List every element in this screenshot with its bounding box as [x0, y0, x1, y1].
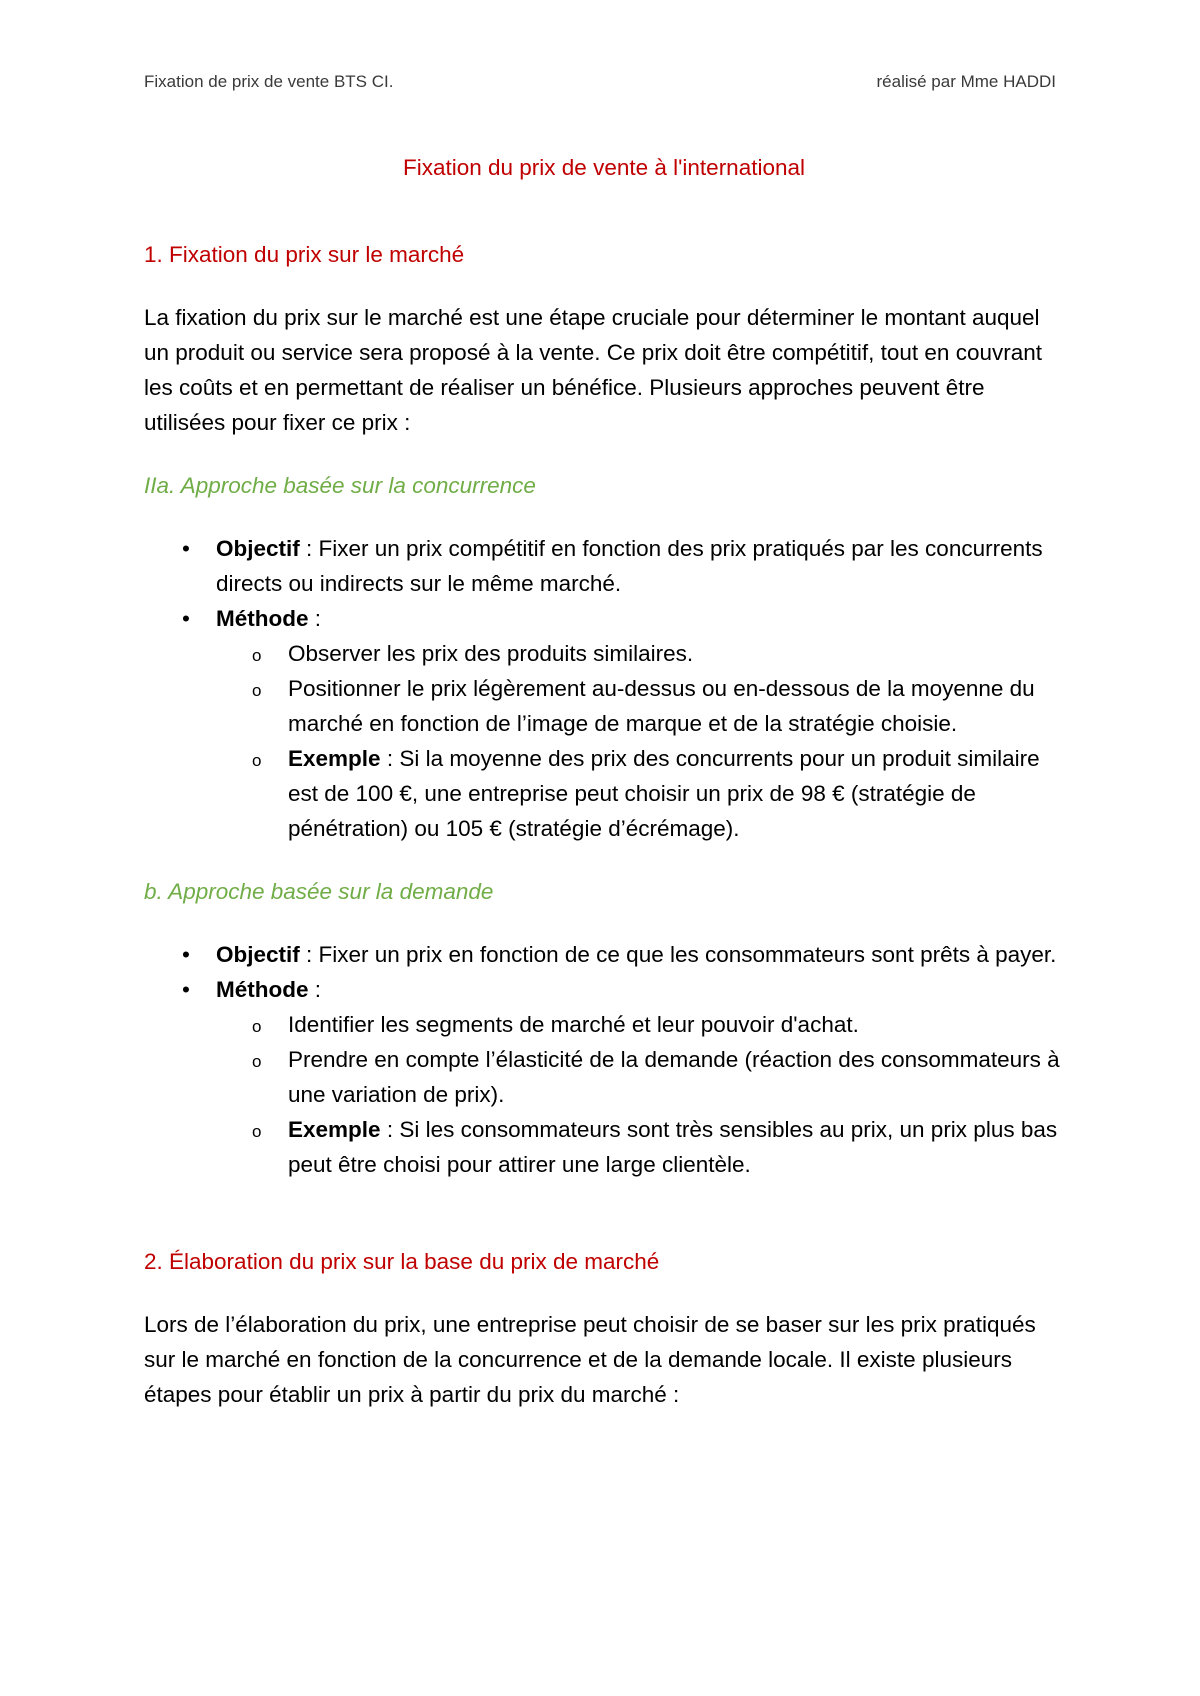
sublist-item: o Prendre en compte l’élasticité de la demande (réaction des consommateurs à une variation de prix).: [216, 1042, 1064, 1112]
subsection-a-heading: IIa. Approche basée sur la concurrence: [144, 473, 536, 498]
section1-intro: La fixation du prix sur le marché est une étape cruciale pour déterminer le montant auquel un produit ou service sera proposé à la vente. Ce prix doit être compétitif, tout en couvrant les coûts et en permettant de réaliser un bénéfice. Plusieurs approches peuvent être utilisées pour fixer ce prix :: [144, 305, 1042, 435]
list-item-methode: [144, 601, 1064, 846]
methode-label: Méthode: [216, 977, 309, 1002]
objectif-label: Objectif: [216, 536, 300, 561]
exemple-text: : Si les consommateurs sont très sensibles au prix, un prix plus bas peut être choisi pour attirer une large clientèle.: [288, 1117, 1058, 1177]
methode-suffix: :: [308, 977, 322, 1002]
document-title: Fixation du prix de vente à l'international: [402, 155, 806, 180]
sublist-item-exemple: [216, 1112, 1064, 1182]
list-item-methode: [144, 972, 1064, 1182]
methode-sublist: [216, 1007, 1064, 1182]
section2-heading: 2. Élaboration du prix sur la base du prix de marché: [144, 1249, 660, 1274]
header-left: Fixation de prix de vente BTS CI.: [144, 72, 394, 91]
methode-sublist: [216, 636, 1064, 846]
sublist-item: o Observer les prix des produits similaires.: [216, 636, 1064, 671]
objectif-text: : Fixer un prix en fonction de ce que les consommateurs sont prêts à payer.: [299, 942, 1057, 967]
methode-suffix: :: [308, 606, 322, 631]
section1-heading: 1. Fixation du prix sur le marché: [144, 242, 465, 267]
exemple-label: Exemple: [288, 746, 381, 771]
subsection-b-heading: b. Approche basée sur la demande: [144, 879, 494, 904]
sublist-item: o Positionner le prix légèrement au-dessus ou en-dessous de la moyenne du marché en fonction de l’image de marque et de la stratégie choisie.: [216, 671, 1064, 741]
header-right: réalisé par Mme HADDI: [876, 72, 1056, 91]
exemple-text: : Si la moyenne des prix des concurrents pour un produit similaire est de 100 €, une entreprise peut choisir un prix de 98 € (stratégie de pénétration) ou 105 € (stratégie d’écrémage).: [288, 746, 1040, 841]
section2-intro: Lors de l’élaboration du prix, une entreprise peut choisir de se baser sur les prix pratiqués sur le marché en fonction de la concurrence et de la demande locale. Il existe plusieurs étapes pour établir un prix à partir du prix du marché :: [144, 1312, 1036, 1407]
sublist-item-exemple: [216, 741, 1064, 846]
list-item-objectif: [144, 937, 1064, 972]
exemple-label: Exemple: [288, 1117, 381, 1142]
list-item-objectif: [144, 531, 1064, 601]
subsection-b-list: [144, 937, 1064, 1182]
methode-label: Méthode: [216, 606, 309, 631]
sublist-item: o Identifier les segments de marché et leur pouvoir d'achat.: [216, 1007, 1064, 1042]
document-body: [144, 150, 1064, 1440]
subsection-a-list: [144, 531, 1064, 846]
objectif-label: Objectif: [216, 942, 300, 967]
page-header: [144, 72, 1056, 92]
objectif-text: : Fixer un prix compétitif en fonction des prix pratiqués par les concurrents directs ou indirects sur le même marché.: [216, 536, 1043, 596]
